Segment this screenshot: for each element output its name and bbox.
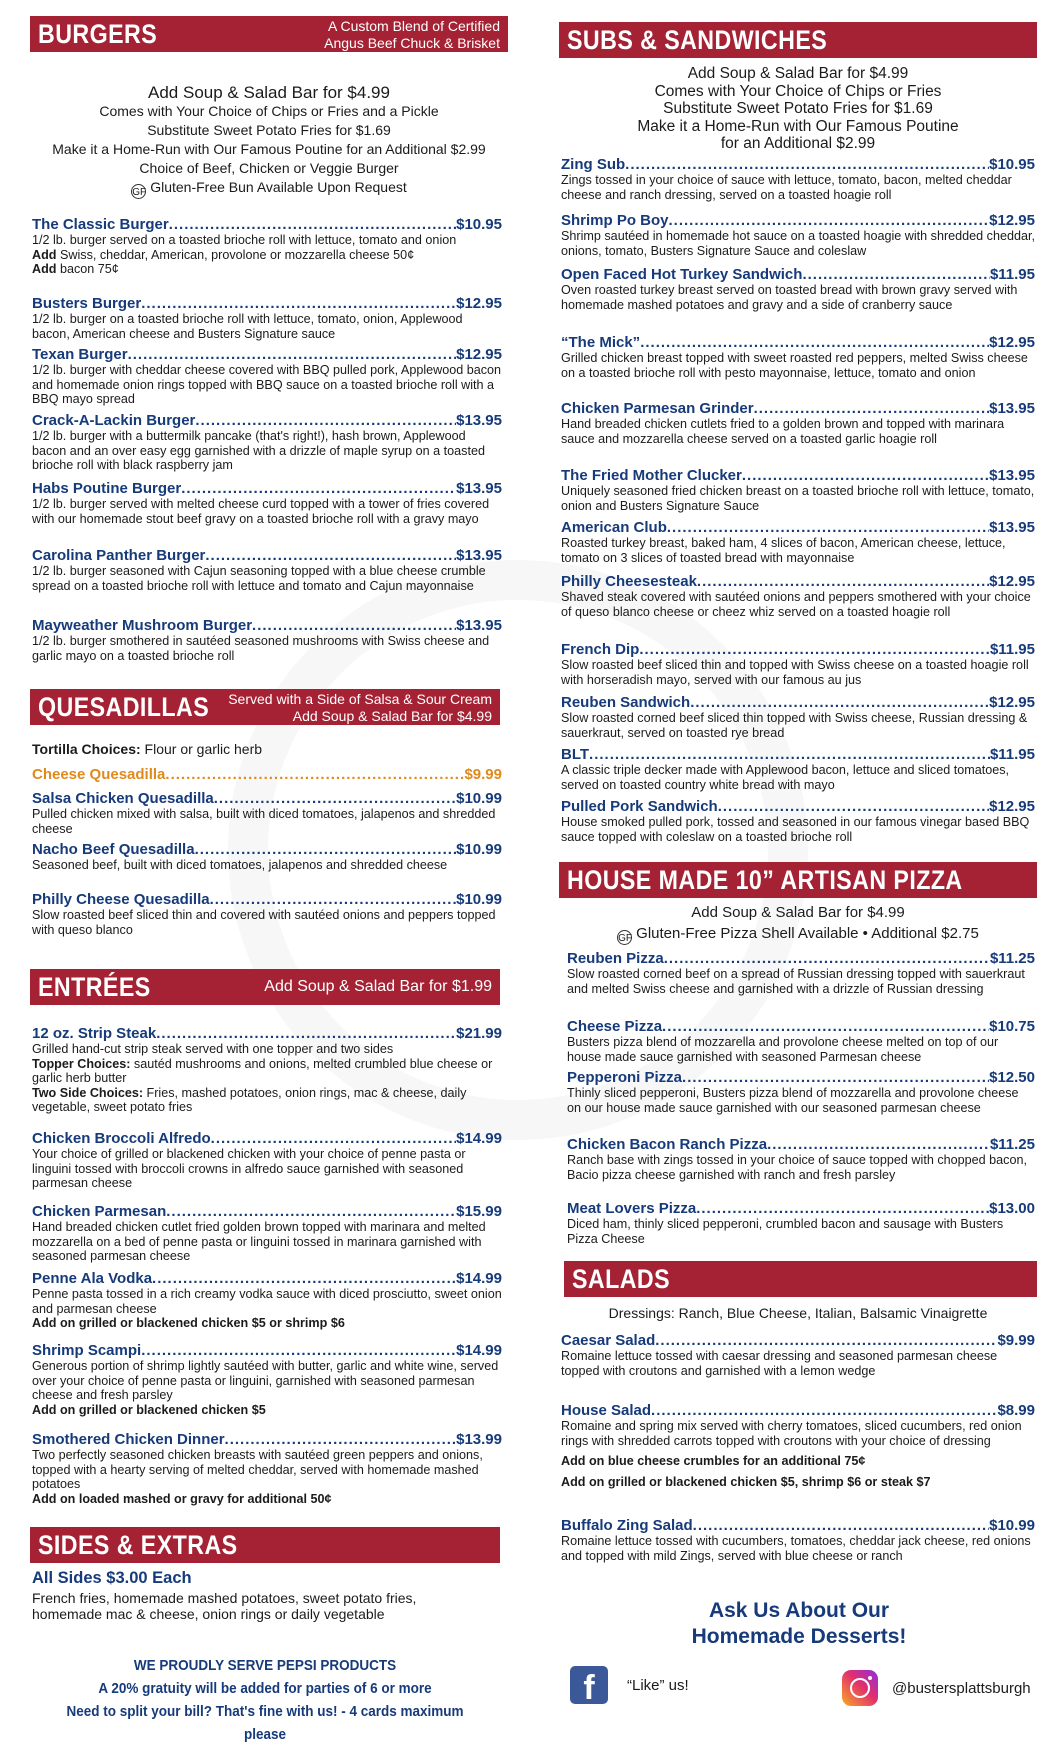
item-name: The Fried Mother Clucker xyxy=(561,467,742,484)
item-name: Reuben Pizza xyxy=(567,950,664,967)
gf-icon: GF xyxy=(131,184,146,199)
item-name: Cheese Quesadilla xyxy=(32,766,166,783)
dot-leader xyxy=(662,1018,989,1035)
item-description: Two perfectly seasoned chicken breasts with sautéed green peppers and onions, topped with a hearty serving of melted cheddar, served with homemade mashed potatoes xyxy=(32,1448,483,1492)
item-price: $13.95 xyxy=(456,547,502,564)
dot-leader xyxy=(141,1342,456,1359)
item-price: $13.95 xyxy=(989,400,1035,417)
menu-item xyxy=(561,746,1035,792)
item-description: French fries, homemade mashed potatoes, sweet potato fries, homemade mac & cheese, onion rings or daily vegetable xyxy=(32,1590,417,1622)
item-name: Reuben Sandwich xyxy=(561,694,691,711)
quesadillas-title: QUESADILLAS xyxy=(38,692,210,722)
sides-title: SIDES & EXTRAS xyxy=(38,1530,238,1560)
item-name: Cheese Pizza xyxy=(567,1018,663,1035)
menu-item xyxy=(32,841,502,873)
item-description: Zings tossed in your choice of sauce with lettuce, tomato, bacon, melted cheddar cheese and ranch dressing, served on a toasted hoagie roll xyxy=(561,173,1012,202)
item-name: Salsa Chicken Quesadilla xyxy=(32,790,214,807)
dot-leader xyxy=(195,841,457,858)
dot-leader xyxy=(156,1025,456,1042)
item-description: Slow roasted corned beef on a spread of Russian dressing topped with sauerkraut and melted Swiss cheese and garnished with a drizzle of Russian dressing xyxy=(567,967,1025,996)
item-price: $13.95 xyxy=(456,617,502,634)
item-description: Pulled chicken mixed with salsa, built with diced tomatoes, jalapenos and shredded cheese xyxy=(32,807,496,836)
tortilla-choices: Tortilla Choices: Flour or garlic herb xyxy=(32,741,263,757)
dot-leader xyxy=(690,694,989,711)
item-description: Oven roasted turkey breast served on toasted bread with brown gravy served with homemade mashed potatoes and gravy and a side of cranberry sauce xyxy=(561,283,1018,312)
item-description: Topper Choices: sautéd mushrooms and onions, melted crumbled blue cheese or garlic herb butter xyxy=(32,1056,493,1086)
sides-header xyxy=(30,1527,500,1563)
dot-leader xyxy=(181,480,456,497)
item-name: Pepperoni Pizza xyxy=(567,1069,683,1086)
item-description: A classic triple decker made with Applewood bacon, lettuce and sliced tomatoes, served on toasted country white bread with mayo xyxy=(561,763,1010,792)
menu-item xyxy=(561,334,1035,380)
subs-header xyxy=(559,22,1037,58)
item-description: Add Swiss, cheddar, American, provolone or mozzarella cheese 50¢ xyxy=(32,247,415,262)
item-description: Roasted turkey breast, baked ham, 4 slices of bacon, American cheese, lettuce, tomato on 3 slices of toasted bread with mayonnaise xyxy=(561,536,1006,565)
menu-item xyxy=(32,480,502,526)
item-description: Your choice of grilled or blackened chicken with your choice of penne pasta or linguini tossed with broccoli crowns in alfredo sauce garnished with seasoned parmesan cheese xyxy=(32,1147,466,1191)
dot-leader xyxy=(718,798,989,815)
item-description: Ranch base with zings tossed in your choice of sauce topped with chopped bacon, Bacio pizza cheese garnished with ranch and fresh parsley xyxy=(567,1153,1027,1182)
item-description: House smoked pulled pork, tossed and seasoned in our famous vinegar based BBQ sauce topped with coleslaw on a toasted brioche roll xyxy=(561,815,1030,844)
item-price: $10.99 xyxy=(456,891,502,908)
dot-leader xyxy=(767,1136,990,1153)
subs-title: SUBS & SANDWICHES xyxy=(567,25,828,55)
item-price: $11.95 xyxy=(989,266,1035,283)
item-description: Romaine lettuce tossed with caesar dressing and seasoned parmesan cheese topped with croutons and garnished with a lemon wedge xyxy=(561,1349,998,1378)
item-description: 1/2 lb. burger on a toasted brioche roll with lettuce, tomato, onion, Applewood bacon, American cheese and Busters Signature sauce xyxy=(32,312,463,341)
item-price: $13.95 xyxy=(456,480,502,497)
item-description: 1/2 lb. burger with cheddar cheese covered with BBQ pulled pork, Applewood bacon and homemade onion rings topped with BBQ sauce on a toasted brioche roll with a BBQ mayo spread xyxy=(32,363,502,407)
menu-item xyxy=(32,1342,502,1417)
item-name: Shrimp Scampi xyxy=(32,1342,142,1359)
salads-header xyxy=(564,1261,1037,1297)
item-name: Busters Burger xyxy=(32,295,142,312)
item-name: The Classic Burger xyxy=(32,216,169,233)
dot-leader xyxy=(754,400,990,417)
menu-item xyxy=(561,400,1035,446)
menu-item xyxy=(561,1402,1035,1489)
menu-item xyxy=(561,467,1035,513)
item-name: Crack-A-Lackin Burger xyxy=(32,412,196,429)
item-name: Pulled Pork Sandwich xyxy=(561,798,718,815)
item-name: BLT xyxy=(561,746,590,763)
item-description: Penne pasta tossed in a rich creamy vodka sauce with diced prosciutto, sweet onion and parmesan cheese xyxy=(32,1287,502,1316)
pizza-intro: Add Soup & Salad Bar for $4.99 GF Gluten-Free Pizza Shell Available • Additional $2.75 xyxy=(618,904,979,944)
item-description: Diced ham, thinly sliced pepperoni, crumbled bacon and sausage with Busters Pizza Cheese xyxy=(567,1217,1004,1246)
salads-title: SALADS xyxy=(572,1264,671,1294)
item-description: Add bacon 75¢ xyxy=(32,262,119,277)
item-price: $13.95 xyxy=(456,412,502,429)
dot-leader xyxy=(214,790,456,807)
item-description: Slow roasted beef sliced thin and covered with sautéed onions and peppers topped with queso blanco xyxy=(32,908,496,937)
item-description: 1/2 lb. burger seasoned with Cajun seasoning topped with a blue cheese crumble spread on a toasted brioche roll with lettuce and tomato and Cajun mayonnaise xyxy=(32,564,486,593)
item-price: $12.50 xyxy=(989,1069,1035,1086)
dot-leader xyxy=(669,212,990,229)
menu-item xyxy=(561,694,1035,740)
menu-item xyxy=(32,1025,502,1115)
item-price: $14.99 xyxy=(456,1130,502,1147)
dot-leader xyxy=(655,1332,997,1349)
item-description: Add on loaded mashed or gravy for additional 50¢ xyxy=(32,1491,332,1506)
dot-leader xyxy=(128,346,457,363)
dot-leader xyxy=(165,766,464,783)
item-price: $12.95 xyxy=(989,573,1035,590)
menu-item xyxy=(561,798,1035,844)
item-description: Romaine and spring mix served with cherry tomatoes, sliced cucumbers, red onion rings with shredded carrots topped with croutons with your choice of dressing xyxy=(561,1419,1022,1448)
menu-item xyxy=(32,891,502,937)
dot-leader xyxy=(141,295,456,312)
menu-item xyxy=(561,1517,1035,1563)
dot-leader xyxy=(742,467,989,484)
menu-item xyxy=(561,641,1035,687)
item-description: 1/2 lb. burger with a buttermilk pancake (that's right!), hash brown, Applewood bacon and an over easy egg garnished with a drizzle of maple syrup on a toasted brioche roll with black raspberry jam xyxy=(32,429,485,473)
dot-leader xyxy=(664,950,990,967)
item-price: $10.99 xyxy=(989,1517,1035,1534)
item-price: $12.95 xyxy=(456,295,502,312)
pizza-header xyxy=(559,862,1037,898)
item-price: $10.99 xyxy=(456,790,502,807)
dot-leader xyxy=(210,891,457,908)
dot-leader xyxy=(802,266,990,283)
menu-item xyxy=(32,346,502,407)
dot-leader xyxy=(169,216,456,233)
item-description: Hand breaded chicken cutlets fried to a golden brown and topped with marinara sauce and mozzarella cheese served on a toasted garlic hoagie roll xyxy=(561,417,1005,446)
item-price: $12.95 xyxy=(989,694,1035,711)
item-price: $8.99 xyxy=(997,1402,1035,1419)
item-name: Mayweather Mushroom Burger xyxy=(32,617,253,634)
menu-item xyxy=(32,1203,502,1264)
subs-intro: Add Soup & Salad Bar for $4.99 Comes with Your Choice of Chips or Fries Substitute Sweet Potato Fries for $1.69 Make it a Home-Run with Our Famous Poutine for an Additional $2.99 xyxy=(637,65,959,152)
item-price: $9.99 xyxy=(997,1332,1035,1349)
menu-item xyxy=(567,1200,1035,1246)
menu-item xyxy=(32,790,502,836)
item-name: Smothered Chicken Dinner xyxy=(32,1431,225,1448)
gf-icon: GF xyxy=(617,930,632,945)
dot-leader xyxy=(625,156,989,173)
instagram-icon[interactable] xyxy=(842,1670,878,1706)
salad-dressings: Dressings: Ranch, Blue Cheese, Italian, Balsamic Vinaigrette xyxy=(608,1305,988,1321)
item-name: Chicken Broccoli Alfredo xyxy=(32,1130,211,1147)
item-description: Slow roasted corned beef sliced thin topped with Swiss cheese, Russian dressing & sauerkraut, served on toasted rye bread xyxy=(561,711,1028,740)
item-description: Shrimp sautéed in homemade hot sauce on a toasted hoagie with shredded cheddar, onions, tomato, Busters Signature Sauce and coleslaw xyxy=(561,229,1035,258)
item-name: American Club xyxy=(561,519,667,536)
menu-item xyxy=(561,266,1035,312)
item-price: $11.25 xyxy=(989,1136,1035,1153)
item-description: Add on grilled or blackened chicken $5 xyxy=(32,1402,266,1417)
item-name: Penne Ala Vodka xyxy=(32,1270,153,1287)
burgers-note: A Custom Blend of Certified Angus Beef Chuck & Brisket xyxy=(324,18,500,51)
item-price: $11.95 xyxy=(989,746,1035,763)
burgers-header xyxy=(30,16,508,52)
dot-leader xyxy=(589,746,990,763)
quesadillas-header xyxy=(30,689,500,725)
item-price: $13.95 xyxy=(989,467,1035,484)
menu-item xyxy=(561,212,1035,258)
item-description: Seasoned beef, built with diced tomatoes, jalapenos and shredded cheese xyxy=(32,858,448,872)
burgers-intro: Add Soup & Salad Bar for $4.99 Comes with Your Choice of Chips or Fries and a Pickle Substitute Sweet Potato Fries for $1.69 Make it a Home-Run with Our Famous Poutine for an Additional $2.99 Choice of Beef, Chicken or Veggie Burger GF Gluten-Free Bun Available Upon Request xyxy=(52,83,486,198)
item-description: Busters pizza blend of mozzarella and provolone cheese melted on top of our house made sauce garnished with seasoned Parmesan cheese xyxy=(567,1035,999,1064)
item-description: Grilled hand-cut strip steak served with one topper and two sides xyxy=(32,1042,394,1056)
dot-leader xyxy=(697,573,989,590)
item-name: “The Mick” xyxy=(561,334,641,351)
menu-item xyxy=(567,1018,1035,1064)
menu-item xyxy=(561,519,1035,565)
menu-item xyxy=(32,617,502,663)
sides-heading: All Sides $3.00 Each xyxy=(32,1569,192,1587)
pizza-title: HOUSE MADE 10” ARTISAN PIZZA xyxy=(567,865,963,895)
dot-leader xyxy=(205,547,456,564)
item-price: $14.99 xyxy=(456,1270,502,1287)
entrees-title: ENTRÉES xyxy=(38,972,151,1002)
item-name: Caesar Salad xyxy=(561,1332,656,1349)
dot-leader xyxy=(211,1130,456,1147)
item-name: 12 oz. Strip Steak xyxy=(32,1025,157,1042)
menu-item xyxy=(561,156,1035,202)
item-description: 1/2 lb. burger served on a toasted brioche roll with lettuce, tomato and onion xyxy=(32,233,457,247)
menu-item xyxy=(32,295,502,341)
item-price: $21.99 xyxy=(456,1025,502,1042)
dot-leader xyxy=(195,412,456,429)
burgers-title: BURGERS xyxy=(38,19,158,49)
menu-item xyxy=(567,950,1035,996)
item-description: Generous portion of shrimp lightly sautéed with butter, garlic and white wine, served over your choice of penne pasta or linguini, garnished with seasoned parmesan cheese and fresh parsley xyxy=(32,1359,499,1403)
instagram-handle[interactable]: @bustersplattsburgh xyxy=(892,1680,1031,1697)
item-description: Romaine lettuce tossed with cucumbers, tomatoes, cheddar jack cheese, red onions and topped with mild Zings, served with blue cheese or ranch xyxy=(561,1534,1031,1563)
item-price: $10.75 xyxy=(989,1018,1035,1035)
dot-leader xyxy=(651,1402,997,1419)
menu-item xyxy=(32,547,502,593)
item-price: $11.95 xyxy=(989,641,1035,658)
item-description: Add on grilled or blackened chicken $5, shrimp $6 or steak $7 xyxy=(561,1474,931,1489)
item-description: Uniquely seasoned fried chicken breast on a toasted brioche roll with lettuce, tomato, onion and Busters Signature Sauce xyxy=(561,484,1035,513)
item-name: Chicken Parmesan xyxy=(32,1203,167,1220)
item-price: $13.95 xyxy=(989,519,1035,536)
item-description: Grilled chicken breast topped with sweet roasted red peppers, melted Swiss cheese on a toasted brioche roll with pesto mayonnaise, lettuce, tomato and onion xyxy=(561,351,1028,380)
menu-item xyxy=(32,412,502,473)
item-name: Chicken Parmesan Grinder xyxy=(561,400,754,417)
item-price: $10.95 xyxy=(456,216,502,233)
dot-leader xyxy=(166,1203,456,1220)
facebook-like-text[interactable]: “Like” us! xyxy=(627,1677,689,1694)
item-price: $15.99 xyxy=(456,1203,502,1220)
menu-item xyxy=(561,1332,1035,1378)
dot-leader xyxy=(682,1069,989,1086)
entrees-header xyxy=(30,969,500,1005)
item-description: Two Side Choices: Fries, mashed potatoes, onion rings, mac & cheese, daily vegetable, sweet potato fries xyxy=(32,1085,467,1115)
menu-item xyxy=(32,1270,502,1331)
item-name: Philly Cheese Quesadilla xyxy=(32,891,210,908)
dot-leader xyxy=(667,519,989,536)
dot-leader xyxy=(696,1200,989,1217)
menu-item xyxy=(561,573,1035,619)
menu-item xyxy=(32,766,502,783)
dot-leader xyxy=(640,334,989,351)
item-description: Hand breaded chicken cutlet fried golden brown topped with marinara and melted mozzarella on a bed of penne pasta or linguini tossed in marinara garnished with seasoned parmesan cheese xyxy=(32,1220,486,1264)
facebook-icon[interactable]: f xyxy=(570,1666,608,1704)
menu-item xyxy=(567,1136,1035,1182)
menu-item xyxy=(32,1431,502,1506)
item-name: Philly Cheesesteak xyxy=(561,573,697,590)
menu-item xyxy=(567,1069,1035,1115)
item-name: Texan Burger xyxy=(32,346,128,363)
item-description: Add on grilled or blackened chicken $5 or shrimp $6 xyxy=(32,1316,345,1331)
item-name: Nacho Beef Quesadilla xyxy=(32,841,195,858)
item-price: $11.25 xyxy=(989,950,1035,967)
dot-leader xyxy=(225,1431,457,1448)
item-name: Chicken Bacon Ranch Pizza xyxy=(567,1136,768,1153)
item-price: $12.95 xyxy=(989,334,1035,351)
item-name: Habs Poutine Burger xyxy=(32,480,182,497)
item-name: French Dip xyxy=(561,641,640,658)
sides-section xyxy=(32,1568,487,1622)
item-price: $13.99 xyxy=(456,1431,502,1448)
item-description: Slow roasted beef sliced thin and topped with Swiss cheese on a toasted hoagie roll with horseradish mayo, served with our famous au jus xyxy=(561,658,1029,687)
item-description: 1/2 lb. burger served with melted cheese curd topped with a tower of fries covered with our homemade stout beef gravy on a toasted brioche roll with a gravy mayo xyxy=(32,497,490,526)
item-name: Buffalo Zing Salad xyxy=(561,1517,693,1534)
item-name: Zing Sub xyxy=(561,156,626,173)
item-price: $12.95 xyxy=(989,798,1035,815)
item-description: Shaved steak covered with sautéed onions and peppers smothered with your choice of queso blanco cheese or cheez whiz served on a toasted hoagie roll xyxy=(561,590,1031,619)
item-name: Carolina Panther Burger xyxy=(32,547,206,564)
dot-leader xyxy=(639,641,990,658)
item-name: Open Faced Hot Turkey Sandwich xyxy=(561,266,803,283)
item-price: $10.99 xyxy=(456,841,502,858)
item-description: Add on blue cheese crumbles for an additional 75¢ xyxy=(561,1454,866,1469)
entrees-note: Add Soup & Salad Bar for $1.99 xyxy=(264,978,492,995)
dot-leader xyxy=(252,617,456,634)
item-price: $13.00 xyxy=(989,1200,1035,1217)
item-price: $9.99 xyxy=(464,766,502,783)
item-name: Meat Lovers Pizza xyxy=(567,1200,697,1217)
desserts-callout: Ask Us About Our Homemade Desserts! xyxy=(691,1599,907,1648)
item-name: House Salad xyxy=(561,1402,652,1419)
item-description: 1/2 lb. burger smothered in sautéed seasoned mushrooms with Swiss cheese and garlic mayo on a toasted brioche roll xyxy=(32,634,490,663)
dot-leader xyxy=(152,1270,456,1287)
item-price: $10.95 xyxy=(989,156,1035,173)
item-name: Shrimp Po Boy xyxy=(561,212,669,229)
item-description: Thinly sliced pepperoni, Busters pizza blend of mozzarella and provolone cheese on our house made sauce garnished with our seasoned parmesan cheese xyxy=(567,1086,1019,1115)
item-price: $12.95 xyxy=(989,212,1035,229)
item-price: $14.99 xyxy=(456,1342,502,1359)
menu-item xyxy=(32,1130,502,1191)
footer-notes: WE PROUDLY SERVE PEPSI PRODUCTS A 20% gratuity will be added for parties of 6 or more Need to split your bill? That's fine with us! - 4 cards maximum please xyxy=(66,1657,464,1743)
menu-item xyxy=(32,216,502,277)
dot-leader xyxy=(693,1517,989,1534)
quesadillas-note: Served with a Side of Salsa & Sour Cream Add Soup & Salad Bar for $4.99 xyxy=(228,691,492,724)
item-price: $12.95 xyxy=(456,346,502,363)
